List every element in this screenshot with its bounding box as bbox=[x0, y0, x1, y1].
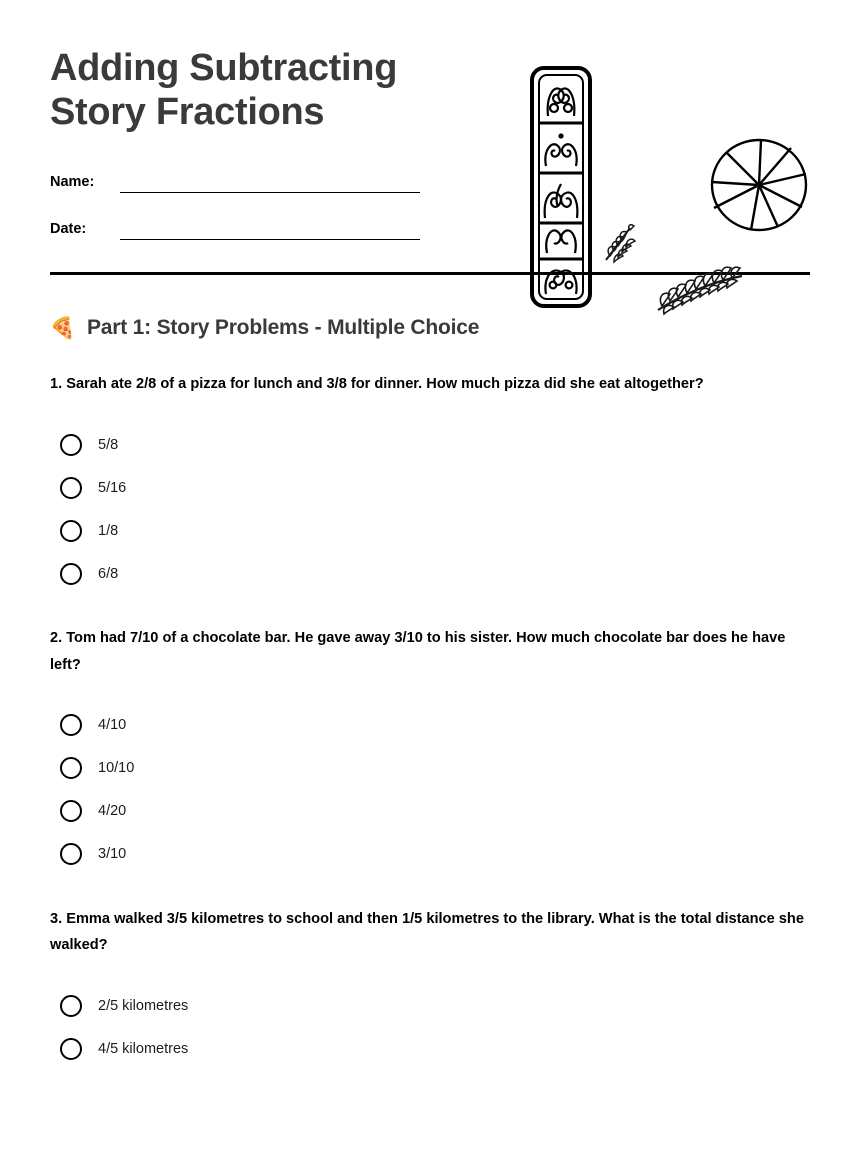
option-row[interactable] bbox=[50, 423, 810, 466]
radio-button-icon[interactable] bbox=[60, 1038, 82, 1060]
option-label: 10/10 bbox=[98, 760, 135, 777]
radio-button-icon[interactable] bbox=[60, 714, 82, 736]
option-row[interactable] bbox=[50, 466, 810, 509]
option-label: 4/10 bbox=[98, 717, 127, 734]
option-row[interactable] bbox=[50, 704, 810, 747]
pizza-slice-icon: 🍕 bbox=[49, 316, 77, 340]
option-row[interactable] bbox=[50, 833, 810, 876]
option-label: 4/20 bbox=[98, 803, 127, 820]
question-text: 1. Sarah ate 2/8 of a pizza for lunch and 3/8 for dinner. How much pizza did she eat altogether? bbox=[50, 376, 704, 392]
option-row[interactable] bbox=[50, 790, 810, 833]
radio-button-icon[interactable] bbox=[60, 563, 82, 585]
header-divider bbox=[50, 272, 810, 275]
option-row[interactable] bbox=[50, 509, 810, 552]
question-block-1 bbox=[50, 371, 810, 595]
page-title bbox=[50, 46, 480, 135]
page-title-line-2: Story Fractions bbox=[50, 91, 325, 134]
option-label: 2/5 kilometres bbox=[98, 997, 189, 1014]
answer-options bbox=[50, 984, 810, 1070]
option-label: 6/8 bbox=[98, 565, 119, 582]
answer-options bbox=[50, 704, 810, 876]
radio-button-icon[interactable] bbox=[60, 434, 82, 456]
section-heading-part-1 bbox=[50, 315, 810, 341]
radio-button-icon[interactable] bbox=[60, 520, 82, 542]
name-field-input[interactable] bbox=[120, 192, 420, 193]
question-text: 2. Tom had 7/10 of a chocolate bar. He gave away 3/10 to his sister. How much chocolate bar does he have left? bbox=[50, 630, 786, 673]
radio-button-icon[interactable] bbox=[60, 843, 82, 865]
page-title-line-1: Adding Subtracting bbox=[50, 47, 398, 89]
radio-button-icon[interactable] bbox=[60, 477, 82, 499]
question-block-3 bbox=[50, 906, 810, 1071]
question-text: 3. Emma walked 3/5 kilometres to school and then 1/5 kilometres to the library. What is the total distance she walked? bbox=[50, 910, 804, 954]
date-field-label: Date: bbox=[50, 220, 87, 237]
section-title: Part 1: Story Problems - Multiple Choice bbox=[87, 316, 480, 339]
option-row[interactable] bbox=[50, 552, 810, 595]
date-field-input[interactable] bbox=[120, 239, 420, 240]
worksheet-header bbox=[50, 0, 810, 272]
question-block-2 bbox=[50, 625, 810, 876]
option-label: 1/8 bbox=[98, 522, 119, 539]
student-fields bbox=[50, 161, 810, 240]
option-label: 3/10 bbox=[98, 846, 127, 863]
radio-button-icon[interactable] bbox=[60, 995, 82, 1017]
date-field-row bbox=[50, 208, 810, 240]
radio-button-icon[interactable] bbox=[60, 800, 82, 822]
radio-button-icon[interactable] bbox=[60, 757, 82, 779]
answer-options bbox=[50, 423, 810, 595]
name-field-label: Name: bbox=[50, 173, 95, 190]
option-label: 5/8 bbox=[98, 436, 119, 453]
name-field-row bbox=[50, 161, 810, 193]
option-row[interactable] bbox=[50, 1027, 810, 1070]
option-row[interactable] bbox=[50, 984, 810, 1027]
option-label: 5/16 bbox=[98, 479, 127, 496]
option-row[interactable] bbox=[50, 747, 810, 790]
option-label: 4/5 kilometres bbox=[98, 1040, 189, 1057]
